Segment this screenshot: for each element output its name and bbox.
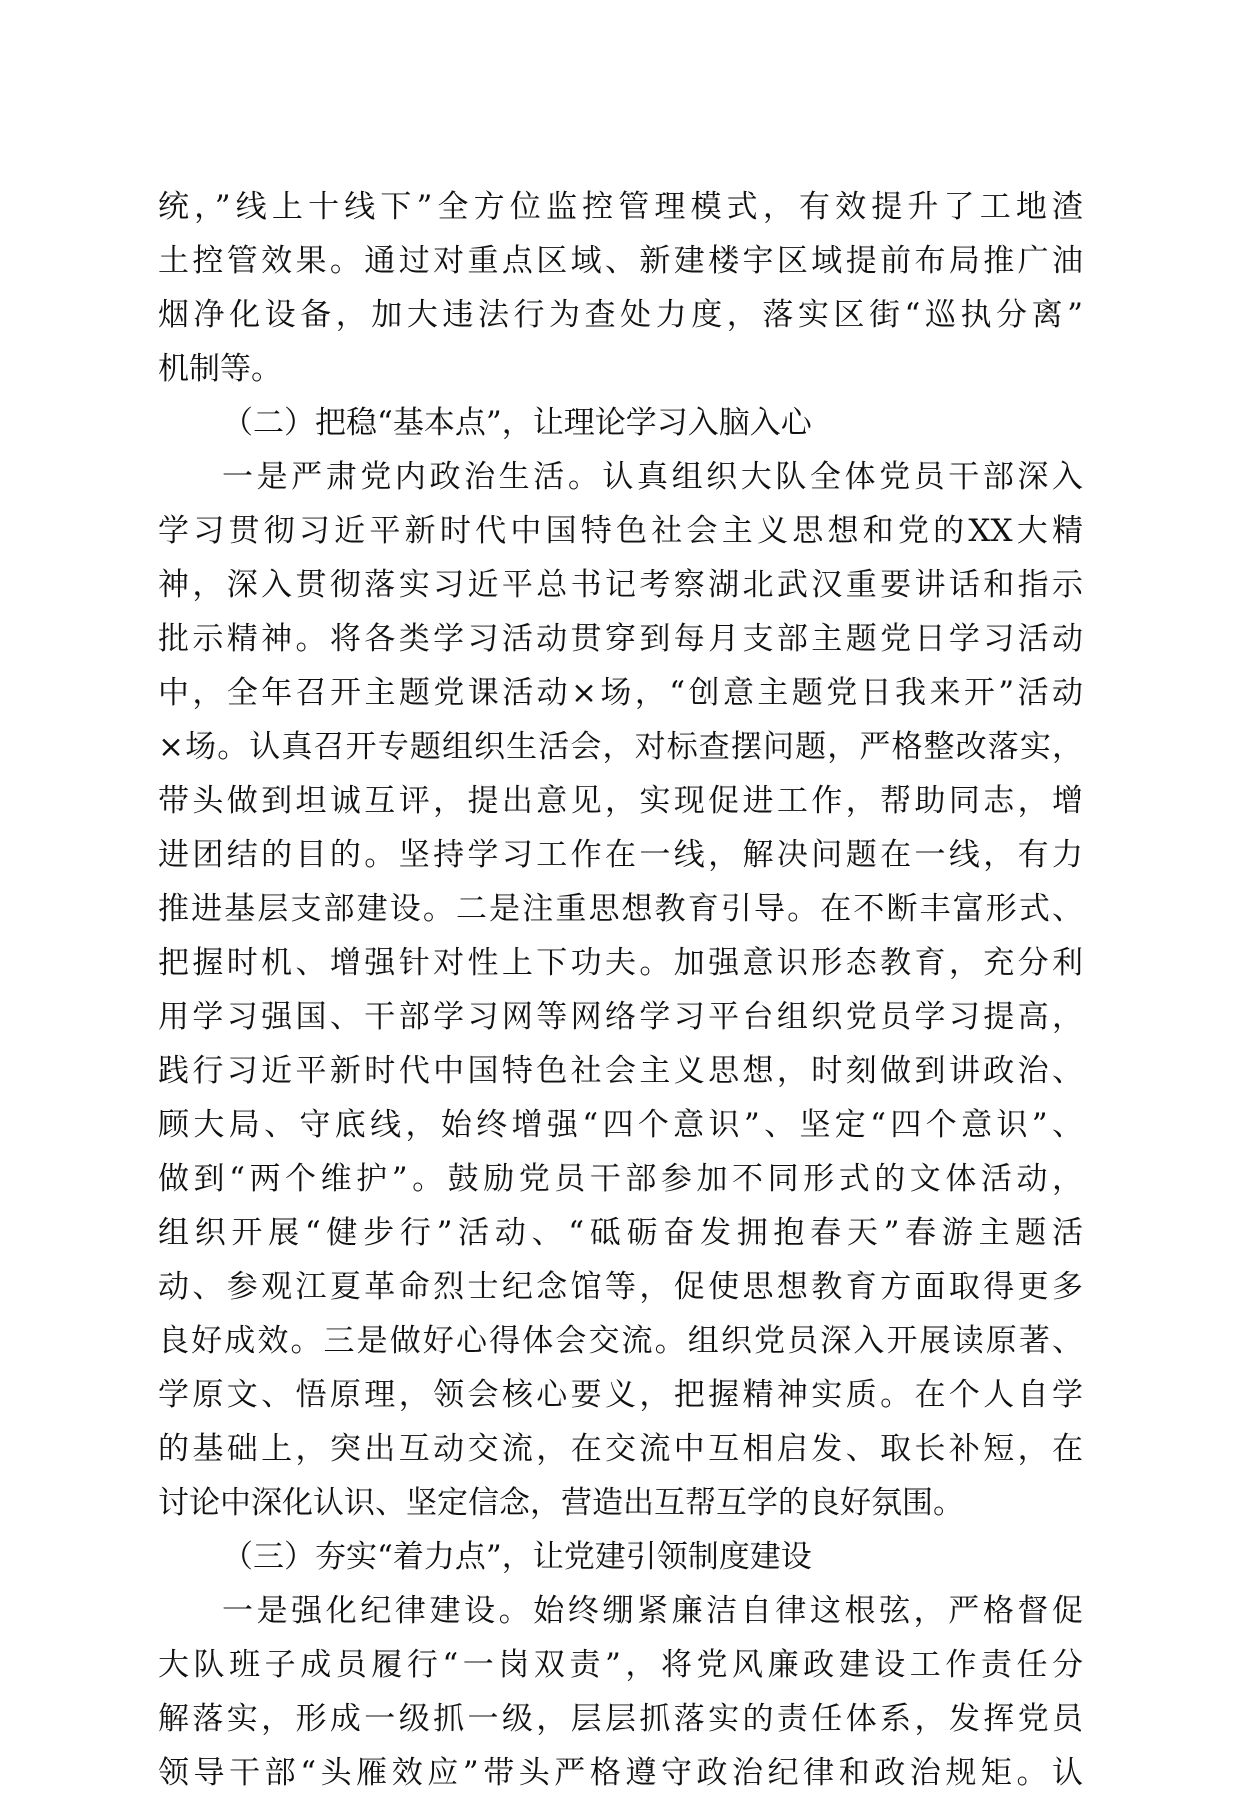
section-heading-2: （二）把稳“基本点”，让理论学习入脑入心	[222, 405, 812, 441]
text-line: 把握时机、增强针对性上下功夫。加强意识形态教育，充分利	[158, 945, 1083, 981]
body-text	[158, 180, 1083, 1800]
text-line: 烟净化设备，加大违法行为查处力度，落实区街“巡执分离”	[158, 297, 1083, 333]
text-line: 组织开展“健步行”活动、“砥砺奋发拥抱春天”春游主题活	[158, 1215, 1083, 1251]
text-line: 统，”线上十线下”全方位监控管理模式，有效提升了工地渣	[158, 189, 1083, 225]
text-line: 神，深入贯彻落实习近平总书记考察湖北武汉重要讲话和指示	[158, 567, 1083, 603]
text-line: 讨论中深化认识、坚定信念，营造出互帮互学的良好氛围。	[158, 1485, 964, 1521]
text-line: 推进基层支部建设。二是注重思想教育引导。在不断丰富形式、	[158, 891, 1083, 927]
text-line: 批示精神。将各类学习活动贯穿到每月支部主题党日学习活动	[158, 621, 1083, 657]
text-line: 带头做到坦诚互评，提出意见，实现促进工作，帮助同志，增	[158, 783, 1083, 819]
text-line: 的基础上，突出互动交流，在交流中互相启发、取长补短，在	[158, 1431, 1083, 1467]
text-line: 用学习强国、干部学习网等网络学习平台组织党员学习提高，	[158, 999, 1083, 1035]
text-line: 大队班子成员履行“一岗双责”，将党风廉政建设工作责任分	[158, 1647, 1083, 1683]
text-line: 土控管效果。通过对重点区域、新建楼宇区域提前布局推广油	[158, 243, 1083, 279]
text-line: 顾大局、守底线，始终增强“四个意识”、坚定“四个意识”、	[158, 1107, 1083, 1143]
text-line: 践行习近平新时代中国特色社会主义思想，时刻做到讲政治、	[158, 1053, 1083, 1089]
text-line: 一是强化纪律建设。始终绷紧廉洁自律这根弦，严格督促	[222, 1593, 1083, 1629]
text-line: 学习贯彻习近平新时代中国特色社会主义思想和党的XX大精	[158, 513, 1083, 549]
text-line: 做到“两个维护”。鼓励党员干部参加不同形式的文体活动，	[158, 1161, 1083, 1197]
text-line: 动、参观江夏革命烈士纪念馆等，促使思想教育方面取得更多	[158, 1269, 1083, 1305]
text-line: 解落实，形成一级抓一级，层层抓落实的责任体系，发挥党员	[158, 1701, 1083, 1737]
text-line: 领导干部“头雁效应”带头严格遵守政治纪律和政治规矩。认	[158, 1755, 1083, 1791]
text-line: 中，全年召开主题党课活动×场，“创意主题党日我来开”活动	[158, 675, 1083, 711]
text-line: ×场。认真召开专题组织生活会，对标查摆问题，严格整改落实，	[158, 729, 1083, 765]
text-line: 一是严肃党内政治生活。认真组织大队全体党员干部深入	[222, 459, 1083, 495]
text-line: 良好成效。三是做好心得体会交流。组织党员深入开展读原著、	[158, 1323, 1083, 1359]
text-line: 进团结的目的。坚持学习工作在一线，解决问题在一线，有力	[158, 837, 1083, 873]
section-heading-3: （三）夯实“着力点”，让党建引领制度建设	[222, 1539, 812, 1575]
text-line: 学原文、悟原理，领会核心要义，把握精神实质。在个人自学	[158, 1377, 1083, 1413]
text-line: 机制等。	[158, 351, 282, 387]
